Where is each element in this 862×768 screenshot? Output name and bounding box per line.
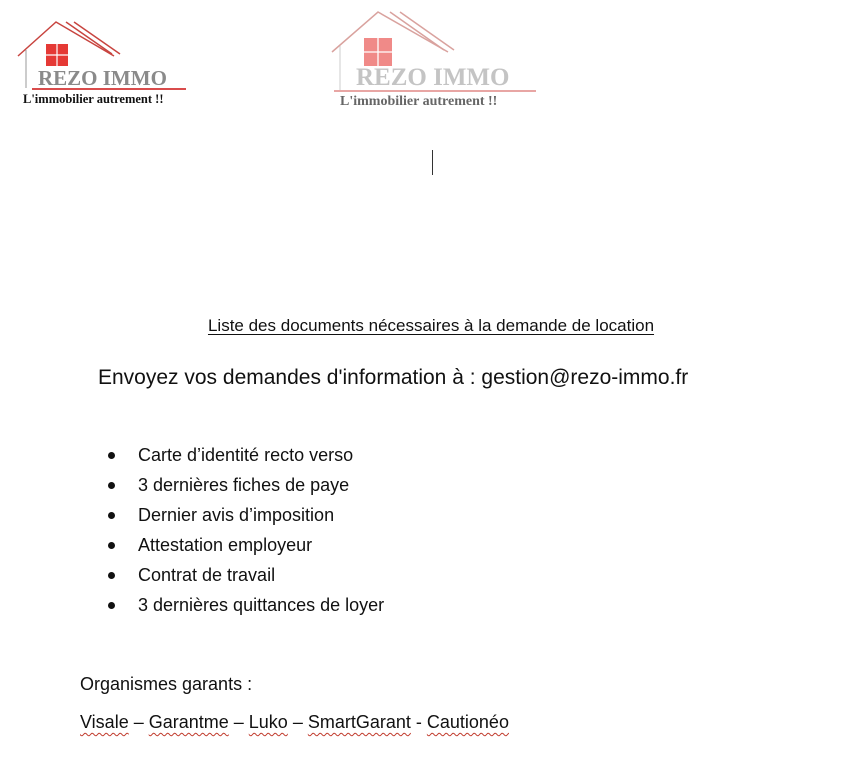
separator: –: [128, 712, 149, 732]
bullet-icon: [108, 572, 115, 579]
garant-garantme: Garantme: [148, 712, 229, 732]
garant-cautioneo: Cautionéo: [426, 712, 509, 732]
garant-smartgarant: SmartGarant: [307, 712, 411, 732]
list-item: [106, 500, 384, 530]
separator: -: [410, 712, 427, 732]
list-item-text: 3 dernières quittances de loyer: [138, 594, 385, 615]
logo-brand: REZO IMMO: [356, 64, 510, 91]
logo-rezo-immo-faded: [328, 6, 543, 111]
logo-brand: REZO IMMO: [38, 66, 167, 90]
text-cursor: [432, 150, 433, 175]
list-item-text: Carte d’identité recto verso: [138, 444, 354, 465]
garant-visale: Visale: [80, 712, 129, 732]
bullet-icon: [108, 602, 115, 609]
contact-line: Envoyez vos demandes d'information à : gestion@rezo-immo.fr: [98, 366, 689, 389]
document-title: Liste des documents nécessaires à la demande de location: [207, 316, 655, 335]
list-item: [106, 470, 384, 500]
bullet-icon: [108, 542, 115, 549]
logo-tagline: L'immobilier autrement !!: [23, 92, 164, 106]
list-item-text: Attestation employeur: [138, 534, 313, 555]
documents-list: [106, 440, 384, 620]
list-item: [106, 530, 384, 560]
list-item-text: Contrat de travail: [138, 564, 276, 585]
list-item: [106, 560, 384, 590]
bullet-icon: [108, 452, 115, 459]
garants-label: Organismes garants :: [80, 674, 253, 694]
separator: –: [287, 712, 308, 732]
bullet-icon: [108, 512, 115, 519]
garants-line: [80, 712, 509, 733]
list-item: [106, 590, 384, 620]
separator: –: [228, 712, 249, 732]
list-item-text: 3 dernières fiches de paye: [138, 474, 350, 495]
list-item: [106, 440, 384, 470]
list-item-text: Dernier avis d’imposition: [138, 504, 335, 525]
logo-tagline: L'immobilier autrement !!: [340, 94, 498, 109]
garant-luko: Luko: [248, 712, 288, 732]
logo-rezo-immo: [14, 16, 189, 108]
bullet-icon: [108, 482, 115, 489]
